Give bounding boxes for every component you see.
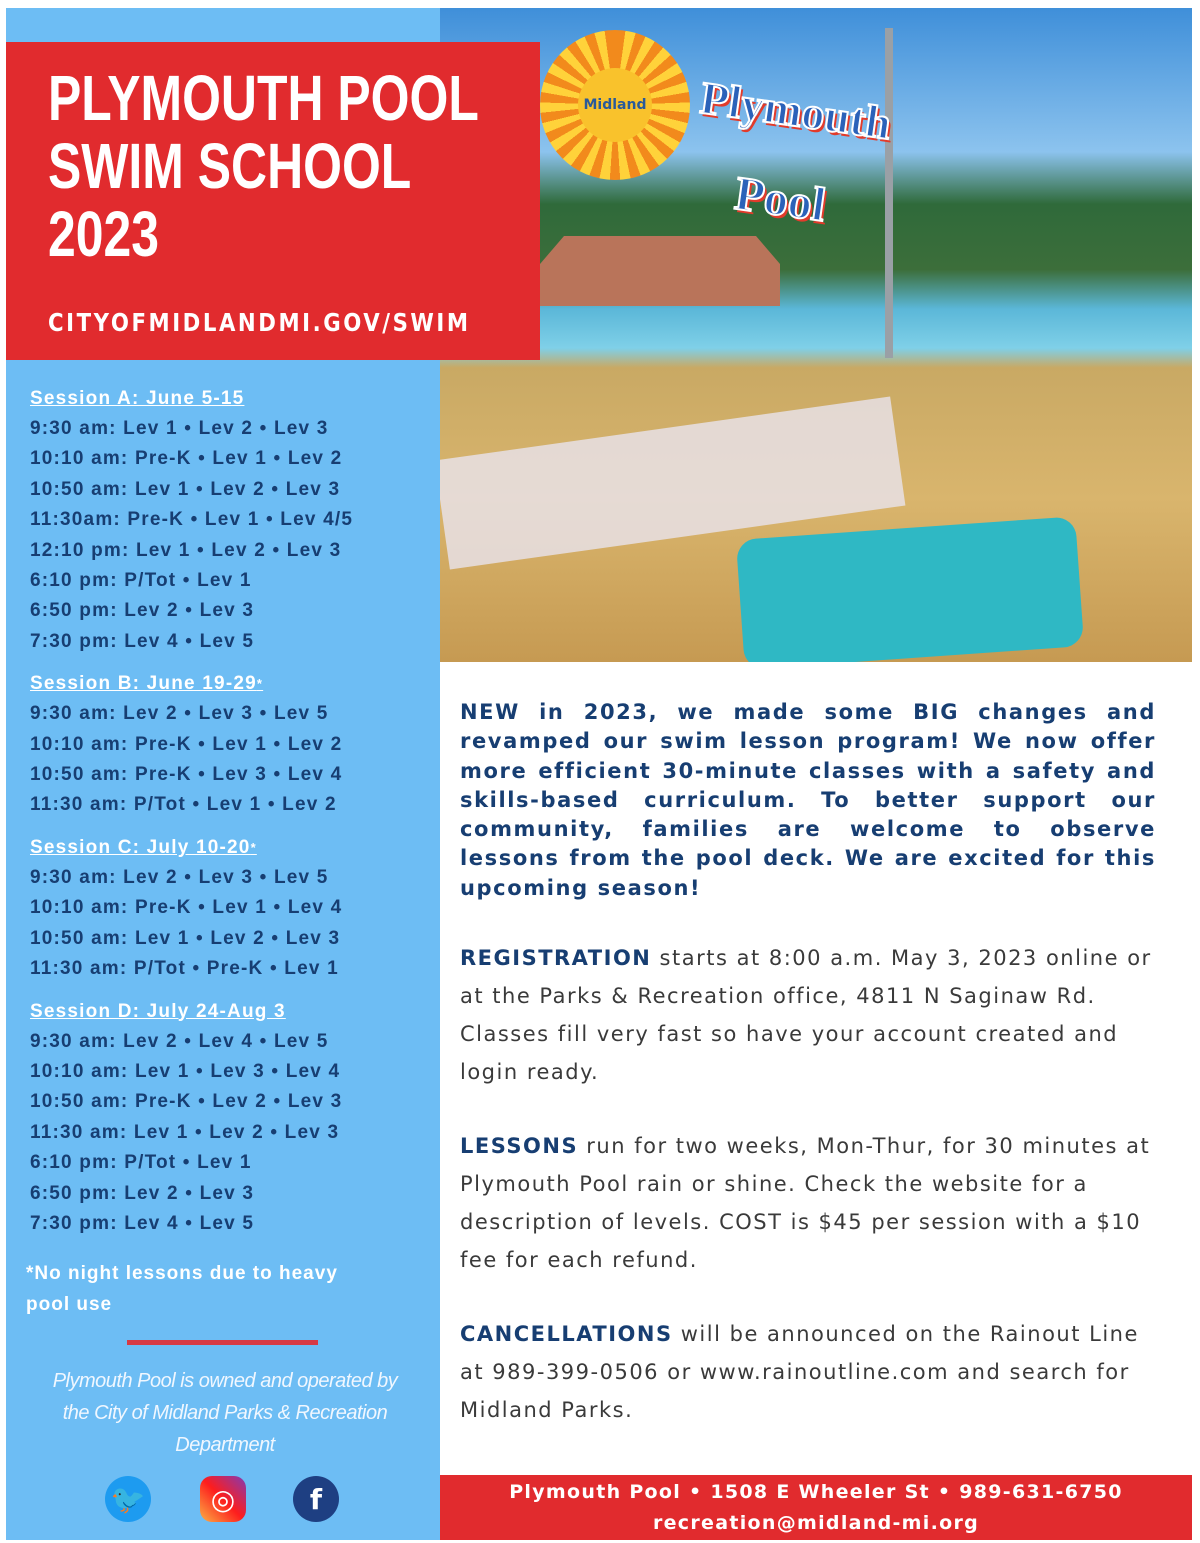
class-time-row: 10:10 am: Pre-K • Lev 1 • Lev 4 bbox=[30, 897, 343, 919]
registration-info: REGISTRATION starts at 8:00 a.m. May 3, 2023 online or at the Parks & Recreation office, 4811 N Saginaw Rd. Classes fill very fast so have your account created and login ready. bbox=[460, 946, 1152, 1085]
class-time-row: 7:30 pm: Lev 4 • Lev 5 bbox=[30, 630, 255, 652]
plymouth-logo-text: Plymouth bbox=[697, 71, 895, 150]
session-schedule bbox=[30, 378, 430, 1239]
session-heading: Session A: June 5-15 bbox=[30, 388, 245, 409]
class-time-row: 12:10 pm: Lev 1 • Lev 2 • Lev 3 bbox=[30, 539, 342, 561]
class-time-row: 10:50 am: Pre-K • Lev 2 • Lev 3 bbox=[30, 1091, 343, 1113]
page-title: PLYMOUTH POOL SWIM SCHOOL 2023 bbox=[48, 62, 479, 270]
title-box bbox=[6, 42, 540, 360]
session-heading: Session B: June 19-29* bbox=[30, 673, 264, 695]
splash-pole bbox=[885, 28, 893, 358]
class-time-row: 6:10 pm: P/Tot • Lev 1 bbox=[30, 570, 252, 592]
ownership-text: Plymouth Pool is owned and operated by the City of Midland Parks & Recreation Department bbox=[52, 1370, 398, 1456]
intro-text: NEW in 2023, we made some BIG changes and revamped our swim lesson program! We now offer more efficient 30-minute classes with a safety and skills-based curriculum. To better support our community, families are welcome to observe lessons from the pool deck. We are excited for this upcoming season! bbox=[460, 700, 1156, 900]
contact-footer: Plymouth Pool • 1508 E Wheeler St • 989-631-6750 recreation@midland-mi.org bbox=[440, 1475, 1192, 1540]
class-time-row: 9:30 am: Lev 2 • Lev 4 • Lev 5 bbox=[30, 1030, 329, 1052]
class-time-row: 10:50 am: Lev 1 • Lev 2 • Lev 3 bbox=[30, 927, 341, 949]
class-time-row: 10:50 am: Lev 1 • Lev 2 • Lev 3 bbox=[30, 478, 341, 500]
class-time-row: 7:30 pm: Lev 4 • Lev 5 bbox=[30, 1212, 255, 1234]
class-time-row: 6:10 pm: P/Tot • Lev 1 bbox=[30, 1152, 252, 1174]
class-time-row: 11:30 am: P/Tot • Pre-K • Lev 1 bbox=[30, 958, 339, 980]
class-time-row: 9:30 am: Lev 2 • Lev 3 • Lev 5 bbox=[30, 703, 329, 725]
class-time-row: 6:50 pm: Lev 2 • Lev 3 bbox=[30, 600, 255, 622]
twitter-icon[interactable]: 🐦 bbox=[105, 1476, 151, 1522]
night-lessons-note: *No night lessons due to heavy pool use bbox=[26, 1263, 338, 1315]
class-time-row: 10:10 am: Pre-K • Lev 1 • Lev 2 bbox=[30, 733, 343, 755]
midland-sun-logo: Midland bbox=[540, 30, 690, 180]
class-time-row: 10:10 am: Pre-K • Lev 1 • Lev 2 bbox=[30, 448, 343, 470]
pool-logo-text: Pool bbox=[731, 166, 829, 233]
class-time-row: 10:50 am: Pre-K • Lev 3 • Lev 4 bbox=[30, 764, 343, 786]
info-panel bbox=[440, 680, 1192, 1475]
class-time-row: 11:30am: Pre-K • Lev 1 • Lev 4/5 bbox=[30, 509, 354, 531]
towel bbox=[736, 516, 1084, 662]
class-time-row: 11:30 am: P/Tot • Lev 1 • Lev 2 bbox=[30, 794, 337, 816]
lessons-info: LESSONS run for two weeks, Mon-Thur, for 30 minutes at Plymouth Pool rain or shine. Check the website for a description of levels. COST is $45 per session with a $10 fee for each refund. bbox=[460, 1134, 1151, 1273]
class-time-row: 6:50 pm: Lev 2 • Lev 3 bbox=[30, 1182, 255, 1204]
session-heading: Session D: July 24-Aug 3 bbox=[30, 1000, 286, 1022]
divider bbox=[127, 1340, 318, 1345]
class-time-row: 9:30 am: Lev 1 • Lev 2 • Lev 3 bbox=[30, 418, 329, 439]
website-link[interactable]: CITYOFMIDLANDMI.GOV/SWIM bbox=[48, 308, 471, 337]
class-time-row: 10:10 am: Lev 1 • Lev 3 • Lev 4 bbox=[30, 1060, 341, 1082]
email-link[interactable]: recreation@midland-mi.org bbox=[652, 1512, 980, 1534]
class-time-row: 9:30 am: Lev 2 • Lev 3 • Lev 5 bbox=[30, 866, 329, 888]
pool-house bbox=[540, 236, 780, 306]
session-heading: Session C: July 10-20* bbox=[30, 836, 257, 858]
class-time-row: 11:30 am: Lev 1 • Lev 2 • Lev 3 bbox=[30, 1121, 340, 1143]
instagram-icon[interactable]: ◎ bbox=[200, 1476, 246, 1522]
cancellations-info: CANCELLATIONS will be announced on the Rainout Line at 989-399-0506 or www.rainoutline.com and search for Midland Parks. bbox=[460, 1322, 1139, 1423]
facebook-icon[interactable]: f bbox=[293, 1476, 339, 1522]
